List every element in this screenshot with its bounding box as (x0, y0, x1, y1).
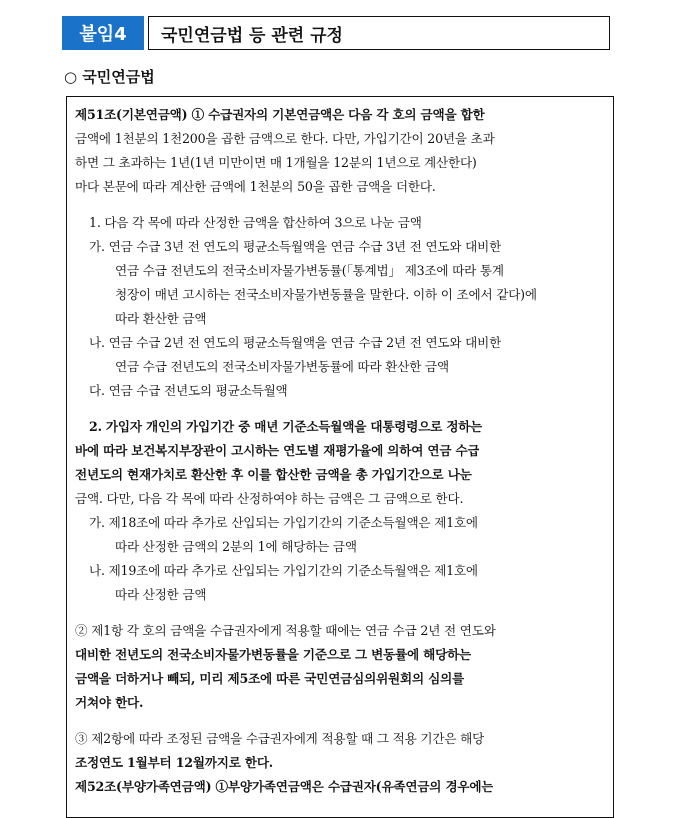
text-line: 전년도의 현재가치로 환산한 후 이를 합산한 금액을 총 가입기간으로 나눈 (75, 467, 472, 482)
text-line: 제51조(기본연금액) ① 수급권자의 기본연금액은 다음 각 호의 금액을 합한 (75, 107, 485, 122)
text-line: 대비한 전년도의 전국소비자물가변동률을 기준으로 그 변동률에 해당하는 (75, 647, 472, 662)
text-line: 청장이 매년 고시하는 전국소비자물가변동률을 말한다. 이하 이 조에서 같다)에 (115, 287, 537, 302)
text-line: 2. 가입자 개인의 가입기간 중 매년 기준소득월액을 대통령령으로 정하는 (89, 419, 483, 434)
section-title: ○ 국민연금법 (64, 68, 155, 86)
text-line: 연금 수급 전년도의 전국소비자물가변동률(「통계법」 제3조에 따라 통계 (115, 263, 504, 278)
text-line: 가. 제18조에 따라 추가로 산입되는 가입기간의 기준소득월액은 제1호에 (89, 515, 478, 530)
text-line: 거쳐야 한다. (75, 695, 144, 710)
text-line: 다. 연금 수급 전년도의 평균소득월액 (89, 383, 288, 398)
text-line: 나. 연금 수급 2년 전 연도의 평균소득월액을 연금 수급 2년 전 연도와 대비한 (89, 335, 502, 350)
text-line: 금액에 1천분의 1천200을 곱한 금액으로 한다. 다만, 가입기간이 20년을 초과 (75, 131, 495, 146)
page-header (62, 16, 610, 50)
text-line: 제52조(부양가족연금액) ①부양가족연금액은 수급권자(유족연금의 경우에는 (75, 779, 494, 794)
text-line: ② 제1항 각 호의 금액을 수급권자에게 적용할 때에는 연금 수급 2년 전 연도와 (75, 623, 496, 638)
text-line: ③ 제2항에 따라 조정된 금액을 수급권자에게 적용할 때 그 적용 기간은 해당 (75, 731, 485, 746)
text-line: 따라 산정한 금액의 2분의 1에 해당하는 금액 (115, 539, 357, 554)
text-line: 바에 따라 보건복지부장관이 고시하는 연도별 재평가율에 의하여 연금 수급 (75, 443, 480, 458)
text-line: 가. 연금 수급 3년 전 연도의 평균소득월액을 연금 수급 3년 전 연도와 대비한 (89, 239, 502, 254)
law-text-box (66, 96, 614, 818)
text-line: 연금 수급 전년도의 전국소비자물가변동률에 따라 환산한 금액 (115, 359, 449, 374)
text-line: 따라 환산한 금액 (115, 311, 207, 326)
page-title: 국민연금법 등 관련 규정 (148, 16, 610, 50)
text-line: 마다 본문에 따라 계산한 금액에 1천분의 50을 곱한 금액을 더한다. (75, 179, 436, 194)
text-line: 금액. 다만, 다음 각 목에 따라 산정하여야 하는 금액은 그 금액으로 한다. (75, 491, 464, 506)
text-line: 1. 다음 각 목에 따라 산정한 금액을 합산하여 3으로 나눈 금액 (89, 215, 422, 230)
text-line: 나. 제19조에 따라 추가로 산입되는 가입기간의 기준소득월액은 제1호에 (89, 563, 478, 578)
text-line: 하면 그 초과하는 1년(1년 미만이면 매 1개월을 12분의 1년으로 계산한다) (75, 155, 477, 170)
text-line: 조정연도 1월부터 12월까지로 한다. (75, 755, 273, 770)
text-line: 금액을 더하거나 빼되, 미리 제5조에 따른 국민연금심의위원회의 심의를 (75, 671, 465, 686)
attachment-tag: 붙임4 (62, 16, 144, 50)
text-line: 따라 산정한 금액 (115, 587, 207, 602)
